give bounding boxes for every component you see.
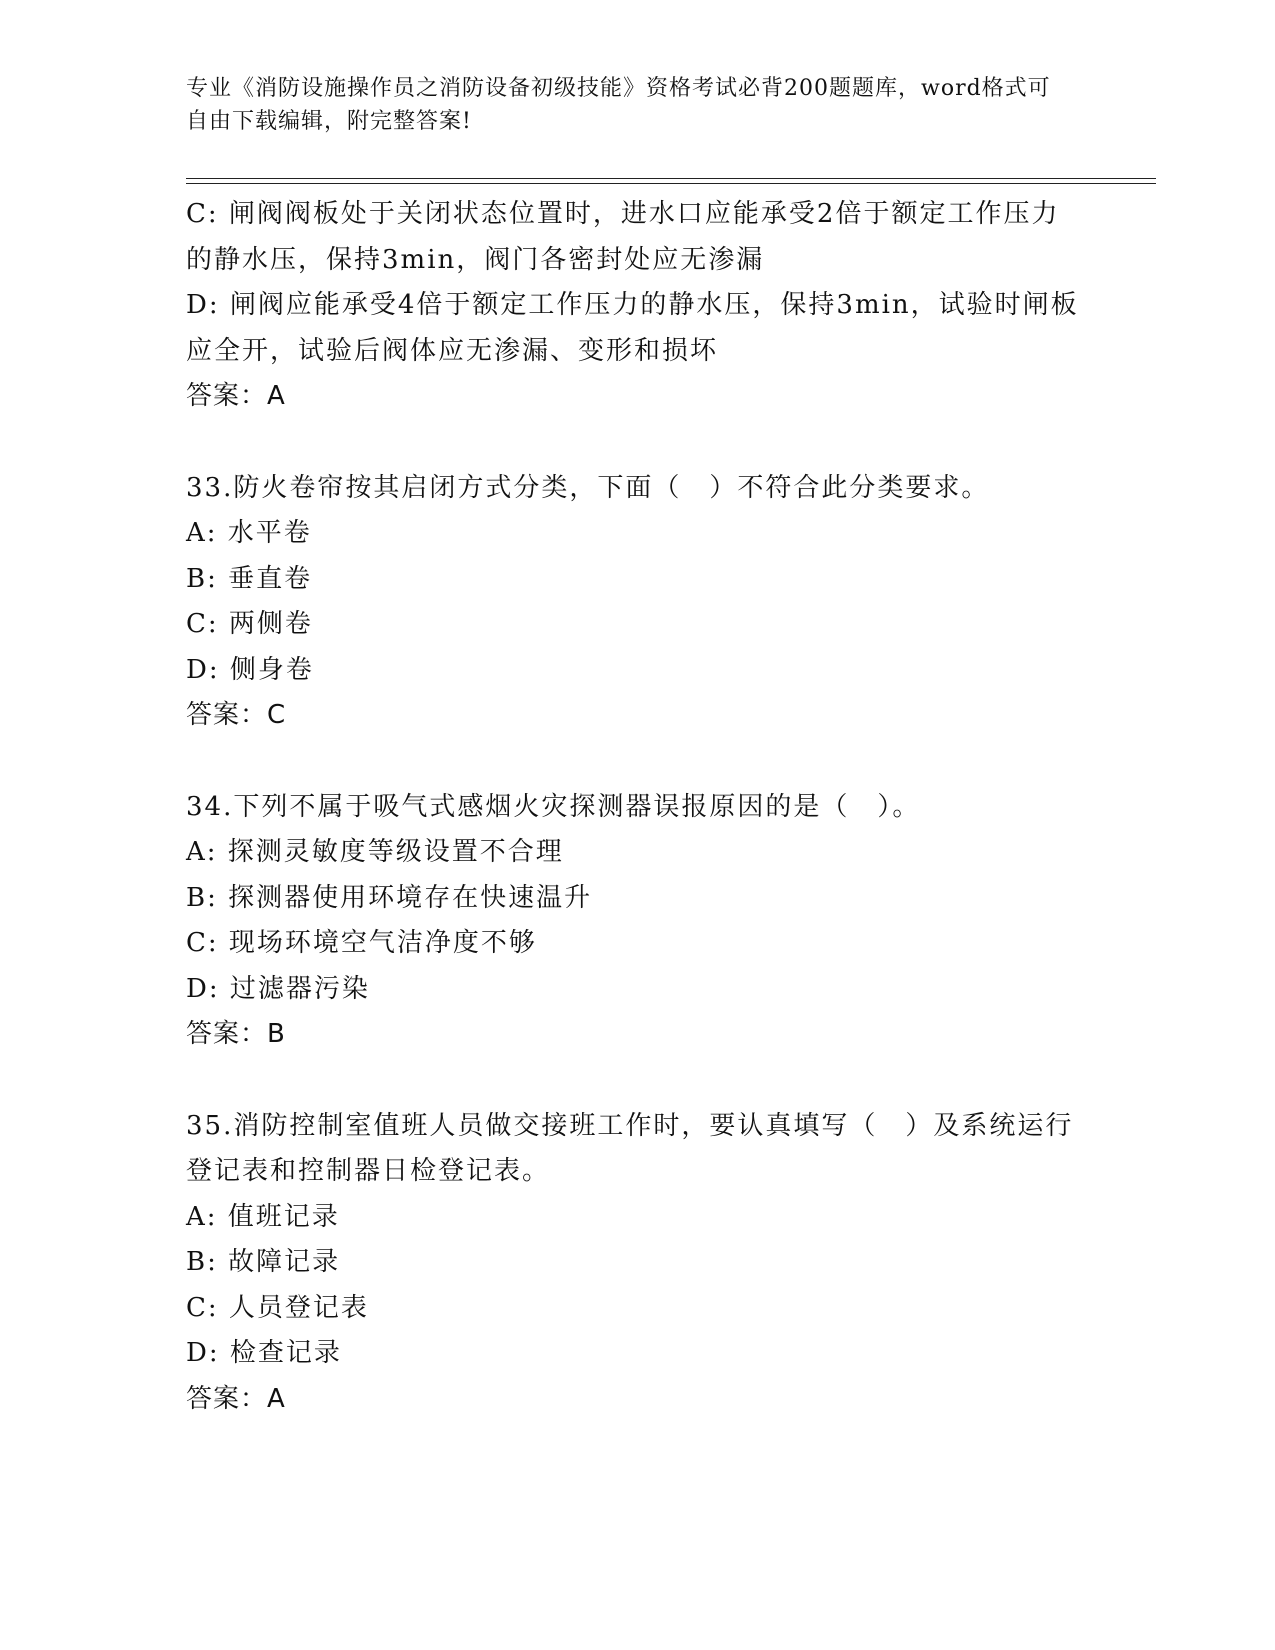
question-continuation xyxy=(186,192,1086,420)
option-b: B: 故障记录 xyxy=(186,1247,341,1277)
answer-line: 答案：C xyxy=(186,700,287,730)
option-a: A: 探测灵敏度等级设置不合理 xyxy=(186,837,564,867)
option-c: C: 现场环境空气洁净度不够 xyxy=(186,928,537,958)
question-34 xyxy=(186,785,1086,1058)
question-stem: 34.下列不属于吸气式感烟火灾探测器误报原因的是（ ）。 xyxy=(186,791,921,822)
document-header: 专业《消防设施操作员之消防设备初级技能》资格考试必背200题题库，word格式可自由下载编辑，附完整答案! xyxy=(186,76,1051,134)
answer-line: 答案：B xyxy=(186,1019,286,1049)
option-c: C: 人员登记表 xyxy=(186,1292,369,1323)
option-c: C: 两侧卷 xyxy=(186,609,313,639)
question-stem: 33.防火卷帘按其启闭方式分类，下面（ ）不符合此分类要求。 xyxy=(186,472,990,503)
header-divider-bottom xyxy=(186,183,1156,184)
question-stem: 35.消防控制室值班人员做交接班工作时，要认真填写（ ）及系统运行登记表和控制器日检登记表。 xyxy=(186,1110,1074,1186)
option-c: C: 闸阀阀板处于关闭状态位置时，进水口应能承受2倍于额定工作压力的静水压，保持3min，阀门各密封处应无渗漏 xyxy=(186,199,1060,275)
question-33 xyxy=(186,466,1086,739)
option-b: B: 垂直卷 xyxy=(186,563,313,594)
header-divider-top xyxy=(186,178,1156,179)
answer-line: 答案：A xyxy=(186,1383,286,1414)
question-35 xyxy=(186,1104,1086,1423)
option-a: A: 值班记录 xyxy=(186,1201,340,1232)
option-d: D: 过滤器污染 xyxy=(186,973,370,1004)
answer-line: 答案：A xyxy=(186,381,286,411)
option-d: D: 检查记录 xyxy=(186,1338,342,1368)
option-d: D: 闸阀应能承受4倍于额定工作压力的静水压，保持3min，试验时闸板应全开，试验后阀体应无渗漏、变形和损坏 xyxy=(186,290,1079,366)
question-list xyxy=(186,192,1086,1422)
option-a: A: 水平卷 xyxy=(186,518,312,548)
option-d: D: 侧身卷 xyxy=(186,654,314,685)
option-b: B: 探测器使用环境存在快速温升 xyxy=(186,882,593,913)
